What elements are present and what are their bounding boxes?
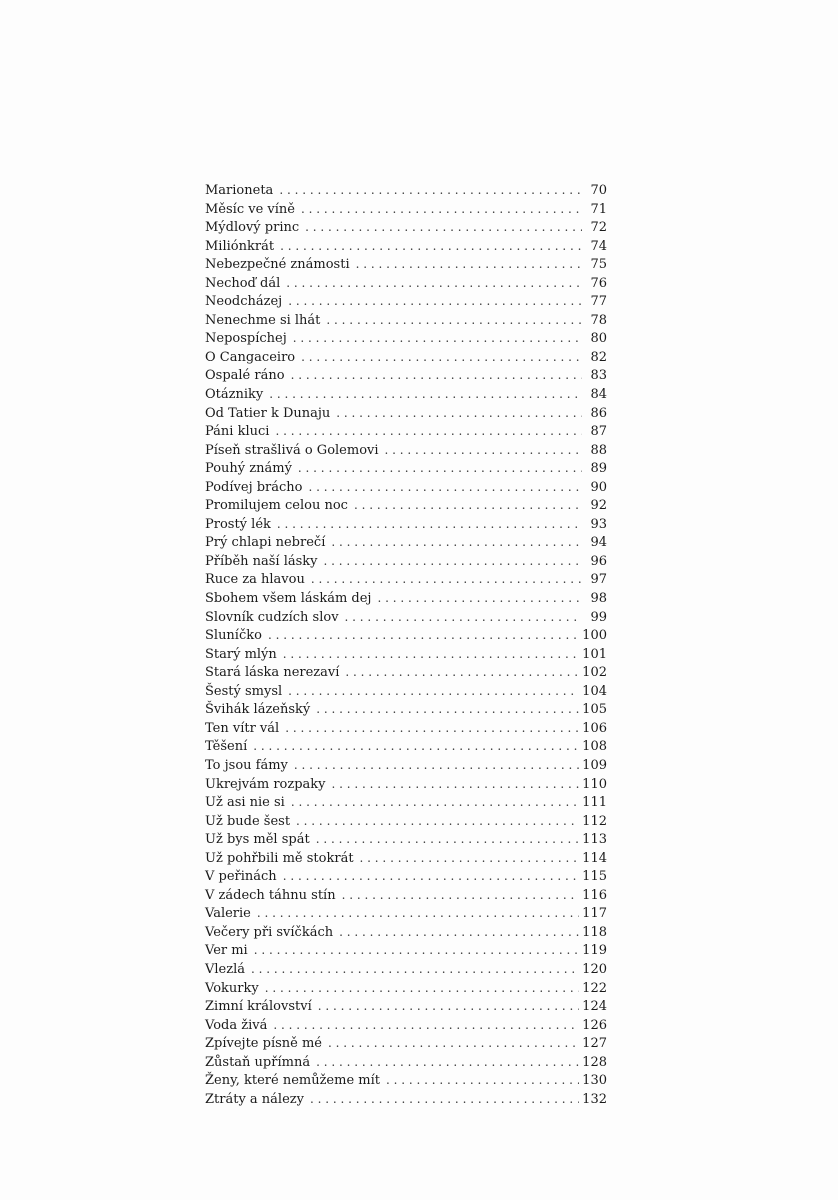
toc-entry — [205, 441, 607, 460]
toc-entry-title: Promilujem celou noc — [205, 498, 348, 514]
toc-entry — [205, 422, 607, 441]
toc-entry-title: Stará láska nerezaví — [205, 665, 340, 681]
dot-leader — [324, 552, 582, 571]
dot-leader — [265, 979, 579, 998]
toc-entry-page-number: 132 — [582, 1091, 607, 1107]
toc-entry — [205, 682, 607, 701]
toc-entry — [205, 1053, 607, 1072]
toc-entry — [205, 515, 607, 534]
toc-entry-title: O Cangaceiro — [205, 349, 296, 365]
dot-leader — [345, 663, 579, 682]
toc-entry — [205, 793, 607, 812]
toc-entry — [205, 997, 607, 1016]
toc-entry-title: Už bys měl spát — [205, 832, 310, 848]
toc-entry-title: Už pohřbili mě stokrát — [205, 850, 354, 866]
toc-entry-page-number: 117 — [582, 906, 607, 922]
toc-entry — [205, 645, 607, 664]
toc-entry-page-number: 71 — [590, 201, 607, 217]
toc-entry-page-number: 93 — [590, 516, 607, 532]
toc-entry-page-number: 88 — [590, 442, 607, 458]
toc-entry-page-number: 89 — [590, 461, 607, 477]
toc-entry-title: Vlezlá — [205, 961, 245, 977]
toc-entry-page-number: 113 — [582, 832, 607, 848]
dot-leader — [279, 181, 582, 200]
toc-entry-page-number: 86 — [590, 405, 607, 421]
dot-leader — [257, 904, 579, 923]
toc-entry-page-number: 105 — [582, 702, 607, 718]
toc-entry-page-number: 75 — [590, 257, 607, 273]
dot-leader — [301, 200, 582, 219]
dot-leader — [339, 923, 579, 942]
toc-entry-title: Těšení — [205, 739, 248, 755]
toc-entry-page-number: 102 — [582, 665, 607, 681]
dot-leader — [254, 941, 579, 960]
toc-entry — [205, 941, 607, 960]
toc-entry-page-number: 112 — [582, 813, 607, 829]
toc-entry — [205, 1071, 607, 1090]
toc-entry — [205, 737, 607, 756]
dot-leader — [331, 533, 582, 552]
toc-entry-page-number: 130 — [582, 1073, 607, 1089]
toc-entry — [205, 181, 607, 200]
toc-entry-page-number: 108 — [582, 739, 607, 755]
dot-leader — [305, 218, 582, 237]
toc-entry-page-number: 127 — [582, 1036, 607, 1052]
toc-entry-page-number: 84 — [590, 387, 607, 403]
dot-leader — [309, 478, 583, 497]
toc-entry-page-number: 124 — [582, 999, 607, 1015]
dot-leader — [332, 775, 580, 794]
toc-entry-title: Už asi nie si — [205, 795, 285, 811]
toc-entry-page-number: 82 — [590, 349, 607, 365]
toc-entry — [205, 478, 607, 497]
dot-leader — [326, 311, 582, 330]
toc-entry-page-number: 101 — [582, 646, 607, 662]
dot-leader — [336, 404, 582, 423]
toc-entry-title: Píseň strašlivá o Golemovi — [205, 442, 379, 458]
toc-entry-title: Večery při svíčkách — [205, 924, 334, 940]
toc-entry-page-number: 98 — [590, 591, 607, 607]
toc-entry-title: Pouhý známý — [205, 461, 292, 477]
toc-entry — [205, 552, 607, 571]
toc-entry — [205, 960, 607, 979]
dot-leader — [294, 756, 579, 775]
toc-entry — [205, 904, 607, 923]
toc-entry-page-number: 78 — [590, 312, 607, 328]
dot-leader — [310, 1090, 579, 1109]
toc-entry-page-number: 94 — [590, 535, 607, 551]
toc-entry — [205, 255, 607, 274]
toc-entry — [205, 979, 607, 998]
toc-entry-title: Prý chlapi nebrečí — [205, 535, 326, 551]
toc-entry-page-number: 99 — [590, 609, 607, 625]
toc-entry-page-number: 122 — [582, 980, 607, 996]
toc-entry-page-number: 110 — [582, 776, 607, 792]
toc-entry — [205, 274, 607, 293]
toc-entry-page-number: 119 — [582, 943, 607, 959]
toc-entry-page-number: 116 — [582, 887, 607, 903]
toc-entry-title: Miliónkrát — [205, 238, 275, 254]
toc-entry-page-number: 72 — [590, 220, 607, 236]
toc-entry — [205, 700, 607, 719]
toc-entry-title: Ruce za hlavou — [205, 572, 305, 588]
dot-leader — [356, 255, 582, 274]
toc-entry — [205, 849, 607, 868]
toc-entry-page-number: 80 — [590, 331, 607, 347]
toc-entry — [205, 496, 607, 515]
toc-entry — [205, 533, 607, 552]
toc-entry-title: Nechoď dál — [205, 275, 281, 291]
dot-leader — [269, 385, 582, 404]
toc-entry-title: Šestý smysl — [205, 683, 283, 699]
toc-entry — [205, 459, 607, 478]
dot-leader — [286, 274, 582, 293]
toc-entry-page-number: 111 — [582, 795, 607, 811]
toc-entry-title: Příběh naší lásky — [205, 553, 318, 569]
toc-entry — [205, 589, 607, 608]
toc-entry-title: Ženy, které nemůžeme mít — [205, 1073, 380, 1089]
dot-leader — [316, 1053, 579, 1072]
dot-leader — [273, 1016, 579, 1035]
toc-entry-title: Nebezpečné známosti — [205, 257, 350, 273]
dot-leader — [275, 422, 582, 441]
toc-entry — [205, 1090, 607, 1109]
dot-leader — [288, 292, 582, 311]
dot-leader — [253, 737, 579, 756]
toc-entry-title: Nepospíchej — [205, 331, 287, 347]
toc-entry-title: Zpívejte písně mé — [205, 1036, 322, 1052]
toc-entry — [205, 1034, 607, 1053]
dot-leader — [280, 237, 582, 256]
dot-leader — [291, 366, 582, 385]
toc-entry — [205, 311, 607, 330]
dot-leader — [293, 329, 582, 348]
toc-entry-title: Vokurky — [205, 980, 259, 996]
toc-entry-title: Otázniky — [205, 387, 264, 403]
toc-entry-page-number: 96 — [590, 553, 607, 569]
toc-entry-title: Nenechme si lhát — [205, 312, 321, 328]
dot-leader — [301, 348, 582, 367]
dot-leader — [298, 459, 582, 478]
toc-entry — [205, 348, 607, 367]
toc-entry-title: Ver mi — [205, 943, 248, 959]
toc-entry-title: Zůstaň upřímná — [205, 1054, 311, 1070]
dot-leader — [318, 997, 579, 1016]
toc-entry-title: Měsíc ve víně — [205, 201, 295, 217]
toc-entry-page-number: 87 — [590, 424, 607, 440]
toc-entry-title: Sluníčko — [205, 628, 262, 644]
toc-entry — [205, 775, 607, 794]
toc-entry — [205, 1016, 607, 1035]
toc-entry — [205, 886, 607, 905]
dot-leader — [268, 626, 579, 645]
toc-entry-title: Voda živá — [205, 1017, 268, 1033]
toc-entry — [205, 570, 607, 589]
toc-entry — [205, 292, 607, 311]
dot-leader — [377, 589, 582, 608]
toc-entry-page-number: 114 — [582, 850, 607, 866]
dot-leader — [283, 645, 579, 664]
toc-entry — [205, 218, 607, 237]
toc-entry — [205, 237, 607, 256]
dot-leader — [296, 812, 579, 831]
toc-entry — [205, 923, 607, 942]
toc-entry-title: Marioneta — [205, 183, 274, 198]
dot-leader — [385, 441, 582, 460]
toc-entry-title: V peřinách — [205, 869, 277, 885]
toc-entry-title: Mýdlový princ — [205, 220, 300, 236]
toc-entry-page-number: 83 — [590, 368, 607, 384]
toc-entry-page-number: 126 — [582, 1017, 607, 1033]
toc-entry — [205, 329, 607, 348]
toc-entry-page-number: 100 — [582, 628, 607, 644]
toc-entry — [205, 385, 607, 404]
toc-entry-page-number: 109 — [582, 757, 607, 773]
toc-entry-title: Páni kluci — [205, 424, 270, 440]
toc-entry-page-number: 92 — [590, 498, 607, 514]
toc-entry-page-number: 104 — [582, 683, 607, 699]
dot-leader — [345, 608, 582, 627]
toc-entry — [205, 404, 607, 423]
dot-leader — [386, 1071, 579, 1090]
toc-entry — [205, 200, 607, 219]
toc-entry — [205, 366, 607, 385]
toc-entry-title: Ospalé ráno — [205, 368, 285, 384]
toc-entry — [205, 756, 607, 775]
toc-entry-title: Podívej brácho — [205, 479, 303, 495]
dot-leader — [251, 960, 579, 979]
toc-entry-page-number: 76 — [590, 275, 607, 291]
toc-entry-title: Prostý lék — [205, 516, 271, 532]
toc-entry-page-number: 97 — [590, 572, 607, 588]
toc-entry-title: Od Tatier k Dunaju — [205, 405, 331, 421]
toc-entry — [205, 719, 607, 738]
toc-entry-page-number: 77 — [590, 294, 607, 310]
toc-entry-title: Ztráty a nálezy — [205, 1091, 304, 1107]
toc-entry-page-number: 70 — [590, 183, 607, 198]
toc-entry-title: Starý mlýn — [205, 646, 277, 662]
toc-entry-page-number: 90 — [590, 479, 607, 495]
toc-entry — [205, 812, 607, 831]
toc-entry — [205, 830, 607, 849]
dot-leader — [316, 700, 579, 719]
toc-entry-page-number: 120 — [582, 961, 607, 977]
toc-entry-title: Neodcházej — [205, 294, 283, 310]
dot-leader — [354, 496, 582, 515]
dot-leader — [342, 886, 580, 905]
toc-entry-title: V zádech táhnu stín — [205, 887, 336, 903]
toc-entry — [205, 663, 607, 682]
toc-entry — [205, 867, 607, 886]
dot-leader — [360, 849, 580, 868]
dot-leader — [316, 830, 579, 849]
dot-leader — [311, 570, 582, 589]
dot-leader — [285, 719, 579, 738]
toc-entry-title: Sbohem všem láskám dej — [205, 591, 372, 607]
toc-entry-title: Slovník cudzích slov — [205, 609, 339, 625]
toc-entry-title: Zimní království — [205, 999, 312, 1015]
dot-leader — [283, 867, 579, 886]
dot-leader — [288, 682, 579, 701]
toc-entry-title: Švihák lázeňský — [205, 702, 311, 718]
dot-leader — [277, 515, 582, 534]
toc-entry-page-number: 74 — [590, 238, 607, 254]
table-of-contents — [205, 181, 607, 1108]
toc-entry-page-number: 115 — [582, 869, 607, 885]
toc-entry-title: To jsou fámy — [205, 757, 288, 773]
toc-entry-page-number: 118 — [582, 924, 607, 940]
toc-entry-title: Ukrejvám rozpaky — [205, 776, 326, 792]
dot-leader — [328, 1034, 579, 1053]
toc-entry-page-number: 128 — [582, 1054, 607, 1070]
toc-entry-title: Už bude šest — [205, 813, 291, 829]
toc-entry — [205, 626, 607, 645]
dot-leader — [291, 793, 579, 812]
toc-entry — [205, 608, 607, 627]
toc-entry-title: Ten vítr vál — [205, 720, 280, 736]
toc-entry-page-number: 106 — [582, 720, 607, 736]
toc-entry-title: Valerie — [205, 906, 251, 922]
